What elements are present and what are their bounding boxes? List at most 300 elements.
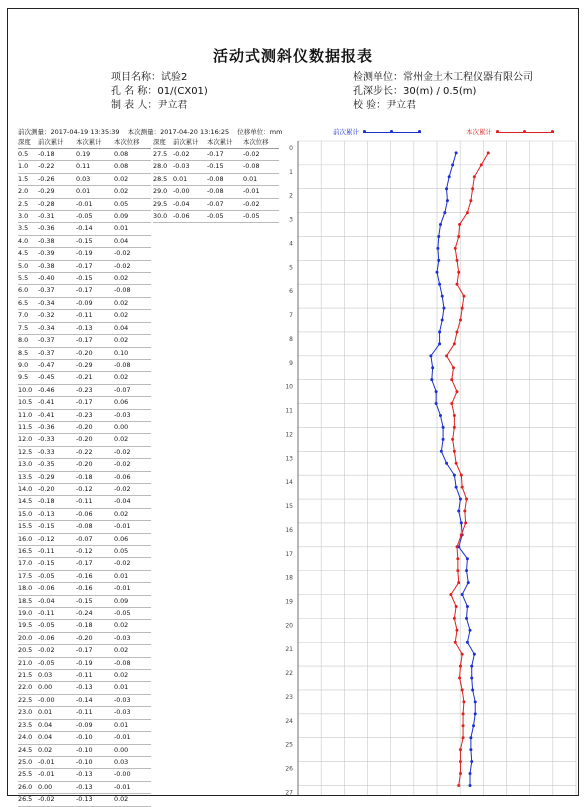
- table-row: [18, 285, 151, 297]
- cell-prev-cumulative: -0.05: [38, 620, 76, 632]
- data-point-this: [462, 700, 465, 703]
- data-point-prev: [466, 557, 469, 560]
- y-tick-label: 15: [285, 503, 293, 511]
- data-point-prev: [439, 223, 442, 226]
- cell-depth: 17.5: [18, 570, 38, 582]
- cell-depth: 26.0: [18, 781, 38, 793]
- data-point-this: [453, 450, 456, 453]
- y-tick-label: 14: [285, 479, 293, 487]
- data-point-this: [454, 641, 457, 644]
- data-point-prev: [442, 426, 445, 429]
- cell-prev-cumulative: -0.37: [38, 285, 76, 297]
- cell-depth: 5.5: [18, 273, 38, 285]
- inclinometer-chart: [278, 133, 578, 797]
- cell-this-displacement: 0.08: [114, 161, 151, 173]
- cell-this-displacement: -0.08: [243, 161, 279, 173]
- cell-this-cumulative: -0.18: [76, 620, 114, 632]
- data-point-prev: [466, 641, 469, 644]
- cell-depth: 18.5: [18, 595, 38, 607]
- data-point-prev: [469, 772, 472, 775]
- cell-this-cumulative: -0.15: [76, 235, 114, 247]
- cell-this-cumulative: 0.11: [76, 161, 114, 173]
- cell-depth: 15.0: [18, 508, 38, 520]
- measure-meta: [18, 127, 288, 136]
- cell-prev-cumulative: -0.01: [38, 769, 76, 781]
- cell-depth: 20.5: [18, 645, 38, 657]
- cell-prev-cumulative: -0.33: [38, 434, 76, 446]
- cell-depth: 29.0: [153, 186, 173, 198]
- cell-depth: 29.5: [153, 198, 173, 210]
- cell-prev-cumulative: -0.28: [38, 198, 76, 210]
- cell-this-displacement: -0.07: [114, 384, 151, 396]
- data-point-this: [460, 533, 463, 536]
- cell-prev-cumulative: -0.15: [38, 521, 76, 533]
- data-point-prev: [443, 211, 446, 214]
- data-point-this: [466, 211, 469, 214]
- cell-depth: 25.0: [18, 756, 38, 768]
- cell-this-cumulative: -0.14: [76, 694, 114, 706]
- table-row: [18, 186, 151, 198]
- data-point-prev: [474, 700, 477, 703]
- cell-this-displacement: -0.01: [243, 186, 279, 198]
- y-tick-label: 11: [285, 407, 293, 415]
- cell-depth: 26.5: [18, 794, 38, 806]
- cell-depth: 3.0: [18, 211, 38, 223]
- cell-this-cumulative: -0.15: [76, 273, 114, 285]
- cell-depth: 15.5: [18, 521, 38, 533]
- cell-depth: 23.5: [18, 719, 38, 731]
- y-tick-label: 24: [285, 717, 293, 725]
- data-point-prev: [440, 450, 443, 453]
- prev-measure-time: 前次测量：2017-04-19 13:35:39: [18, 128, 120, 136]
- cell-this-displacement: -0.02: [114, 459, 151, 471]
- cell-prev-cumulative: -0.39: [38, 248, 76, 260]
- table-row: [18, 558, 151, 570]
- table-row: [153, 198, 279, 210]
- table-row: [18, 223, 151, 235]
- y-tick-label: 26: [285, 765, 293, 773]
- cell-this-displacement: 0.01: [114, 719, 151, 731]
- cell-this-displacement: 0.00: [114, 744, 151, 756]
- cell-this-displacement: 0.03: [114, 756, 151, 768]
- data-point-prev: [459, 498, 462, 501]
- cell-depth: 4.0: [18, 235, 38, 247]
- cell-this-displacement: -0.03: [114, 707, 151, 719]
- data-point-this: [457, 271, 460, 274]
- cell-depth: 8.0: [18, 335, 38, 347]
- cell-this-displacement: 0.02: [114, 297, 151, 309]
- cell-this-displacement: -0.02: [114, 248, 151, 260]
- table-row: [18, 260, 151, 272]
- cell-this-displacement: -0.00: [114, 769, 151, 781]
- project-name-row: 项目名称：试验2: [111, 72, 188, 83]
- cell-prev-cumulative: -0.38: [38, 235, 76, 247]
- cell-this-cumulative: -0.06: [76, 508, 114, 520]
- cell-depth: 30.0: [153, 211, 173, 223]
- data-point-prev: [466, 605, 469, 608]
- cell-depth: 1.0: [18, 161, 38, 173]
- cell-depth: 3.5: [18, 223, 38, 235]
- cell-depth: 2.5: [18, 198, 38, 210]
- data-point-this: [453, 617, 456, 620]
- cell-prev-cumulative: -0.06: [38, 632, 76, 644]
- table-row: [18, 161, 151, 173]
- cell-prev-cumulative: -0.05: [38, 657, 76, 669]
- data-point-this: [462, 736, 465, 739]
- cell-this-displacement: 0.02: [114, 372, 151, 384]
- data-point-prev: [473, 653, 476, 656]
- cell-depth: 6.0: [18, 285, 38, 297]
- cell-prev-cumulative: -0.34: [38, 322, 76, 334]
- cell-this-cumulative: -0.14: [76, 223, 114, 235]
- cell-this-cumulative: -0.11: [76, 707, 114, 719]
- data-point-prev: [472, 724, 475, 727]
- cell-prev-cumulative: -0.41: [38, 409, 76, 421]
- data-point-prev: [430, 378, 433, 381]
- col-this-displacement: 本次位移: [114, 137, 151, 149]
- data-point-this: [469, 199, 472, 202]
- cell-this-displacement: 0.02: [114, 670, 151, 682]
- cell-this-displacement: -0.03: [114, 694, 151, 706]
- cell-depth: 24.0: [18, 732, 38, 744]
- cell-depth: 22.0: [18, 682, 38, 694]
- table-row: [153, 173, 279, 185]
- cell-this-cumulative: -0.29: [76, 359, 114, 371]
- data-table-right: [153, 137, 279, 223]
- data-point-this: [458, 677, 461, 680]
- cell-depth: 12.0: [18, 434, 38, 446]
- legend-this-label: 本次累计: [466, 128, 492, 136]
- cell-prev-cumulative: -0.15: [38, 558, 76, 570]
- data-point-prev: [448, 175, 451, 178]
- cell-prev-cumulative: -0.34: [38, 297, 76, 309]
- y-tick-label: 12: [285, 431, 293, 439]
- table-row: [18, 335, 151, 347]
- cell-this-cumulative: -0.20: [76, 421, 114, 433]
- cell-this-displacement: 0.02: [114, 310, 151, 322]
- cell-depth: 27.5: [153, 149, 173, 161]
- data-point-prev: [435, 390, 438, 393]
- cell-prev-cumulative: -0.18: [38, 496, 76, 508]
- data-point-this: [463, 509, 466, 512]
- data-point-prev: [445, 187, 448, 190]
- cell-this-displacement: -0.01: [114, 521, 151, 533]
- cell-this-cumulative: -0.10: [76, 744, 114, 756]
- cell-this-displacement: -0.02: [243, 198, 279, 210]
- project-name: 试验2: [161, 72, 188, 83]
- author-row: 制 表 人：尹立君: [111, 100, 188, 111]
- table-row: [153, 161, 279, 173]
- y-tick-label: 8: [289, 335, 293, 343]
- data-point-this: [453, 426, 456, 429]
- cell-depth: 9.0: [18, 359, 38, 371]
- cell-prev-cumulative: -0.29: [38, 186, 76, 198]
- data-point-prev: [469, 748, 472, 751]
- col-this-cumulative: 本次累计: [207, 137, 243, 149]
- report-title: 活动式测斜仪数据报表: [212, 47, 373, 65]
- cell-this-cumulative: 0.03: [76, 173, 114, 185]
- data-point-this: [464, 521, 467, 524]
- table-row: [18, 756, 151, 768]
- this-measure-time: 本次测量：2017-04-20 13:16:25: [127, 128, 230, 136]
- cell-depth: 16.5: [18, 546, 38, 558]
- cell-this-displacement: 0.02: [114, 335, 151, 347]
- cell-this-displacement: 0.05: [114, 546, 151, 558]
- cell-depth: 28.0: [153, 161, 173, 173]
- data-point-prev: [474, 712, 477, 715]
- cell-this-cumulative: 0.01: [76, 186, 114, 198]
- data-point-prev: [436, 271, 439, 274]
- data-point-this: [462, 712, 465, 715]
- cell-depth: 14.0: [18, 483, 38, 495]
- cell-depth: 24.5: [18, 744, 38, 756]
- cell-prev-cumulative: -0.32: [38, 310, 76, 322]
- cell-prev-cumulative: 0.02: [38, 744, 76, 756]
- data-point-prev: [457, 509, 460, 512]
- cell-this-cumulative: -0.22: [76, 446, 114, 458]
- table-row: [18, 570, 151, 582]
- table-row: [18, 521, 151, 533]
- data-point-this: [453, 342, 456, 345]
- y-tick-label: 20: [285, 622, 293, 630]
- cell-prev-cumulative: -0.38: [38, 260, 76, 272]
- cell-this-cumulative: -0.24: [76, 608, 114, 620]
- cell-prev-cumulative: -0.36: [38, 223, 76, 235]
- table-row: [18, 608, 151, 620]
- y-tick-label: 7: [289, 312, 293, 320]
- cell-depth: 7.0: [18, 310, 38, 322]
- col-prev-cumulative: 前次累计: [38, 137, 76, 149]
- cell-depth: 10.5: [18, 397, 38, 409]
- cell-prev-cumulative: 0.04: [38, 732, 76, 744]
- cell-depth: 0.5: [18, 149, 38, 161]
- cell-this-displacement: -0.02: [114, 483, 151, 495]
- cell-this-displacement: 0.01: [114, 223, 151, 235]
- data-point-this: [461, 688, 464, 691]
- cell-prev-cumulative: -0.00: [173, 186, 207, 198]
- data-point-this: [461, 653, 464, 656]
- cell-this-cumulative: -0.23: [76, 384, 114, 396]
- cell-depth: 22.5: [18, 694, 38, 706]
- cell-depth: 18.0: [18, 583, 38, 595]
- cell-depth: 7.5: [18, 322, 38, 334]
- table-row: [153, 149, 279, 161]
- data-point-prev: [437, 235, 440, 238]
- cell-this-displacement: -0.01: [114, 732, 151, 744]
- cell-prev-cumulative: -0.04: [173, 198, 207, 210]
- data-point-prev: [431, 366, 434, 369]
- cell-prev-cumulative: -0.05: [38, 570, 76, 582]
- data-point-this: [455, 330, 458, 333]
- table-row: [18, 446, 151, 458]
- table-row: [18, 744, 151, 756]
- table-row: [18, 732, 151, 744]
- cell-prev-cumulative: 0.04: [38, 719, 76, 731]
- cell-prev-cumulative: -0.04: [38, 595, 76, 607]
- cell-this-cumulative: -0.19: [76, 248, 114, 260]
- cell-prev-cumulative: -0.01: [38, 756, 76, 768]
- cell-prev-cumulative: -0.41: [38, 397, 76, 409]
- data-point-prev: [435, 402, 438, 405]
- data-point-this: [473, 175, 476, 178]
- table-row: [18, 595, 151, 607]
- cell-this-displacement: -0.02: [114, 260, 151, 272]
- data-point-prev: [441, 319, 444, 322]
- cell-prev-cumulative: -0.13: [38, 508, 76, 520]
- table-row: [18, 198, 151, 210]
- cell-this-cumulative: 0.19: [76, 149, 114, 161]
- cell-this-cumulative: -0.07: [207, 198, 243, 210]
- cell-this-cumulative: -0.17: [76, 335, 114, 347]
- cell-this-displacement: 0.06: [114, 533, 151, 545]
- data-point-this: [455, 390, 458, 393]
- cell-this-cumulative: -0.13: [76, 769, 114, 781]
- cell-prev-cumulative: -0.45: [38, 372, 76, 384]
- cell-this-cumulative: -0.17: [76, 645, 114, 657]
- data-point-this: [455, 283, 458, 286]
- cell-this-displacement: -0.01: [114, 781, 151, 793]
- table-row: [153, 186, 279, 198]
- cell-prev-cumulative: -0.22: [38, 161, 76, 173]
- table-row: [18, 781, 151, 793]
- data-point-this: [449, 593, 452, 596]
- col-depth: 深度: [18, 137, 38, 149]
- cell-this-displacement: 0.02: [114, 508, 151, 520]
- table-row: [18, 235, 151, 247]
- inspection-unit: 常州金土木工程仪器有限公司: [403, 72, 533, 83]
- cell-this-displacement: -0.04: [114, 496, 151, 508]
- data-point-this: [459, 665, 462, 668]
- data-point-prev: [442, 307, 445, 310]
- table-row: [18, 421, 151, 433]
- data-point-prev: [465, 569, 468, 572]
- data-point-prev: [441, 295, 444, 298]
- info-left: [111, 71, 208, 113]
- data-point-this: [487, 151, 490, 154]
- cell-prev-cumulative: -0.47: [38, 359, 76, 371]
- cell-this-cumulative: -0.13: [76, 781, 114, 793]
- y-tick-label: 19: [285, 598, 293, 606]
- cell-prev-cumulative: -0.36: [38, 421, 76, 433]
- data-table-left: [18, 137, 151, 807]
- cell-depth: 11.0: [18, 409, 38, 421]
- cell-prev-cumulative: -0.00: [38, 694, 76, 706]
- table-row: [18, 434, 151, 446]
- report-sheet: [7, 8, 579, 804]
- data-point-prev: [469, 736, 472, 739]
- cell-prev-cumulative: -0.03: [173, 161, 207, 173]
- table-row: [18, 211, 151, 223]
- data-point-this: [451, 438, 454, 441]
- cell-depth: 16.0: [18, 533, 38, 545]
- data-point-prev: [470, 665, 473, 668]
- cell-this-cumulative: -0.12: [76, 483, 114, 495]
- y-tick-label: 17: [285, 550, 293, 558]
- cell-this-displacement: 0.02: [114, 434, 151, 446]
- cell-this-cumulative: -0.10: [76, 732, 114, 744]
- data-point-this: [455, 462, 458, 465]
- checker-row: 校 验：尹立君: [353, 100, 417, 111]
- data-point-this: [453, 414, 456, 417]
- cell-this-cumulative: -0.13: [76, 794, 114, 806]
- cell-this-displacement: -0.01: [114, 583, 151, 595]
- data-point-this: [455, 545, 458, 548]
- cell-depth: 6.5: [18, 297, 38, 309]
- cell-prev-cumulative: -0.12: [38, 533, 76, 545]
- cell-depth: 19.0: [18, 608, 38, 620]
- data-point-prev: [455, 486, 458, 489]
- y-tick-label: 4: [289, 240, 293, 248]
- data-point-this: [462, 724, 465, 727]
- cell-depth: 8.5: [18, 347, 38, 359]
- table-row: [18, 794, 151, 806]
- cell-this-cumulative: -0.05: [76, 211, 114, 223]
- cell-this-cumulative: -0.13: [76, 682, 114, 694]
- table-row: [18, 546, 151, 558]
- cell-depth: 5.0: [18, 260, 38, 272]
- data-point-this: [460, 474, 463, 477]
- table-row: [18, 359, 151, 371]
- col-this-cumulative: 本次累计: [76, 137, 114, 149]
- y-tick-label: 25: [285, 741, 293, 749]
- table-row: [18, 496, 151, 508]
- series-line-this: [447, 153, 489, 786]
- data-point-prev: [429, 354, 432, 357]
- table-row: [18, 483, 151, 495]
- cell-depth: 11.5: [18, 421, 38, 433]
- col-prev-cumulative: 前次累计: [173, 137, 207, 149]
- data-point-this: [455, 629, 458, 632]
- data-point-this: [450, 402, 453, 405]
- data-point-this: [458, 223, 461, 226]
- y-tick-label: 18: [285, 574, 293, 582]
- cell-depth: 12.5: [18, 446, 38, 458]
- cell-this-displacement: -0.05: [243, 211, 279, 223]
- depth-step: 30(m) / 0.5(m): [403, 86, 477, 97]
- y-tick-label: 9: [289, 359, 293, 367]
- data-point-this: [461, 486, 464, 489]
- table-row: [18, 471, 151, 483]
- y-tick-label: 1: [289, 168, 293, 176]
- cell-prev-cumulative: 0.00: [38, 682, 76, 694]
- cell-prev-cumulative: 0.01: [173, 173, 207, 185]
- cell-this-cumulative: -0.17: [76, 558, 114, 570]
- table-row: [18, 310, 151, 322]
- cell-prev-cumulative: -0.33: [38, 446, 76, 458]
- cell-this-cumulative: -0.17: [76, 397, 114, 409]
- cell-this-displacement: -0.08: [114, 285, 151, 297]
- y-tick-label: 21: [285, 646, 293, 654]
- info-right: [353, 71, 533, 113]
- table-row: [18, 707, 151, 719]
- y-tick-label: 16: [285, 526, 293, 534]
- col-depth: 深度: [153, 137, 173, 149]
- cell-depth: 10.0: [18, 384, 38, 396]
- data-point-this: [459, 772, 462, 775]
- table-row: [18, 682, 151, 694]
- y-tick-label: 23: [285, 693, 293, 701]
- cell-depth: 17.0: [18, 558, 38, 570]
- table-row: [18, 297, 151, 309]
- cell-this-displacement: 0.09: [114, 595, 151, 607]
- cell-prev-cumulative: -0.46: [38, 384, 76, 396]
- cell-this-cumulative: -0.08: [207, 173, 243, 185]
- data-point-prev: [438, 283, 441, 286]
- data-point-prev: [460, 521, 463, 524]
- cell-this-cumulative: -0.17: [76, 260, 114, 272]
- data-point-this: [457, 784, 460, 787]
- cell-this-cumulative: -0.21: [76, 372, 114, 384]
